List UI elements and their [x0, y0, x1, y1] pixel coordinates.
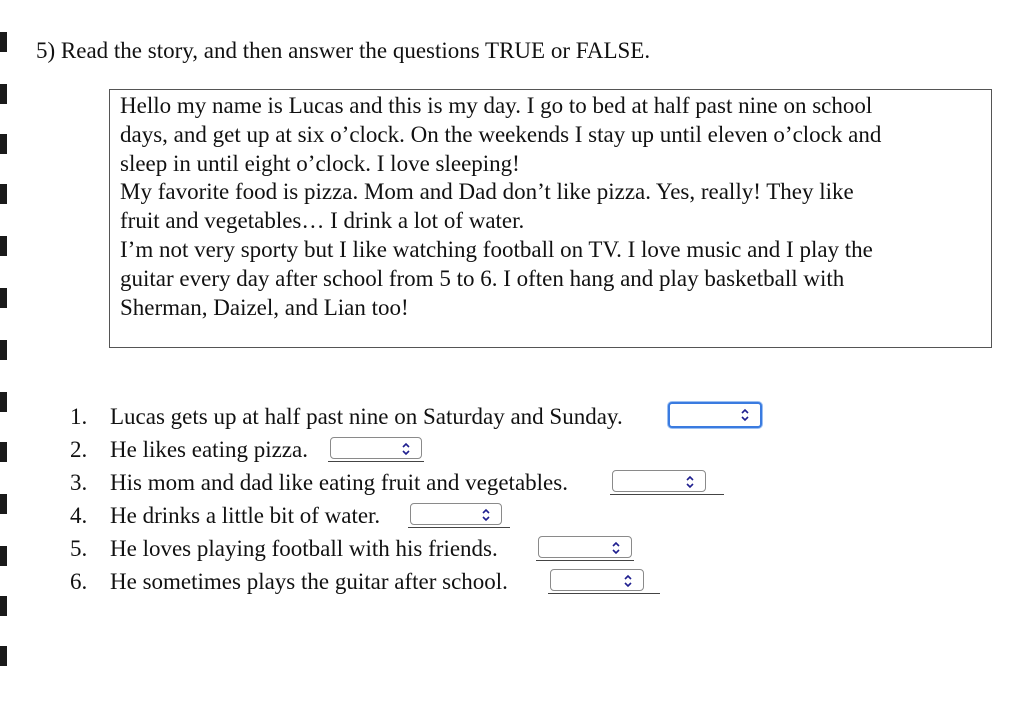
edge-mark — [0, 134, 7, 154]
edge-mark — [0, 184, 7, 204]
question-text: He likes eating pizza. — [110, 437, 308, 462]
exercise-heading: 5) Read the story, and then answer the questions TRUE or FALSE. — [36, 38, 651, 63]
edge-mark — [0, 546, 7, 566]
question-item — [70, 400, 1010, 433]
edge-mark — [0, 236, 7, 256]
edge-mark — [0, 340, 7, 360]
question-text: He sometimes plays the guitar after school. — [110, 569, 508, 594]
chevron-up-down-icon — [481, 507, 491, 523]
story-line: days, and get up at six o’clock. On the weekends I stay up until eleven o’clock and — [120, 121, 882, 147]
answer-dropdown-3[interactable] — [612, 470, 706, 492]
answer-dropdown-1[interactable] — [668, 402, 762, 428]
chevron-up-down-icon — [623, 573, 633, 589]
question-list — [70, 400, 1010, 598]
edge-mark — [0, 646, 7, 666]
question-number: 6. — [70, 569, 88, 594]
story-line: My favorite food is pizza. Mom and Dad don’t like pizza. Yes, really! They like — [120, 179, 854, 205]
question-text: Lucas gets up at half past nine on Saturday and Sunday. — [110, 404, 623, 429]
answer-dropdown-5[interactable] — [538, 536, 632, 558]
question-item — [70, 433, 1010, 466]
question-item — [70, 565, 1010, 598]
edge-mark — [0, 288, 7, 308]
chevron-up-down-icon — [401, 441, 411, 457]
question-number: 1. — [70, 404, 88, 429]
answer-field — [536, 536, 634, 561]
edge-mark — [0, 596, 7, 616]
story-line: sleep in until eight o’clock. I love sleeping! — [120, 150, 520, 176]
question-item — [70, 466, 1010, 499]
story-line: Hello my name is Lucas and this is my day. I go to bed at half past nine on school — [120, 93, 873, 118]
answer-field — [666, 404, 766, 428]
question-number: 3. — [70, 470, 88, 495]
chevron-up-down-icon — [685, 474, 695, 490]
answer-field — [408, 503, 510, 528]
chevron-up-down-icon — [740, 407, 750, 423]
chevron-up-down-icon — [611, 540, 621, 556]
answer-field — [548, 569, 660, 594]
page-edge-marks — [0, 0, 10, 704]
edge-mark — [0, 32, 7, 52]
edge-mark — [0, 392, 7, 412]
answer-dropdown-6[interactable] — [550, 569, 644, 591]
question-text: He loves playing football with his friends. — [110, 536, 498, 561]
story-line: Sherman, Daizel, and Lian too! — [120, 294, 409, 320]
question-number: 4. — [70, 503, 88, 528]
answer-field — [328, 437, 424, 462]
question-text: He drinks a little bit of water. — [110, 503, 381, 528]
edge-mark — [0, 84, 7, 104]
story-line: fruit and vegetables… I drink a lot of water. — [120, 208, 525, 234]
question-number: 5. — [70, 536, 88, 561]
story-box — [109, 89, 992, 348]
edge-mark — [0, 494, 7, 514]
question-item — [70, 499, 1010, 532]
question-item — [70, 532, 1010, 565]
answer-dropdown-2[interactable] — [330, 437, 422, 459]
story-line: I’m not very sporty but I like watching football on TV. I love music and I play the — [120, 236, 873, 262]
story-line: guitar every day after school from 5 to 6. I often hang and play basketball with — [120, 265, 845, 291]
answer-field — [610, 470, 724, 495]
edge-mark — [0, 442, 7, 462]
question-text: His mom and dad like eating fruit and vegetables. — [110, 470, 568, 495]
question-number: 2. — [70, 437, 88, 462]
answer-dropdown-4[interactable] — [410, 503, 502, 525]
